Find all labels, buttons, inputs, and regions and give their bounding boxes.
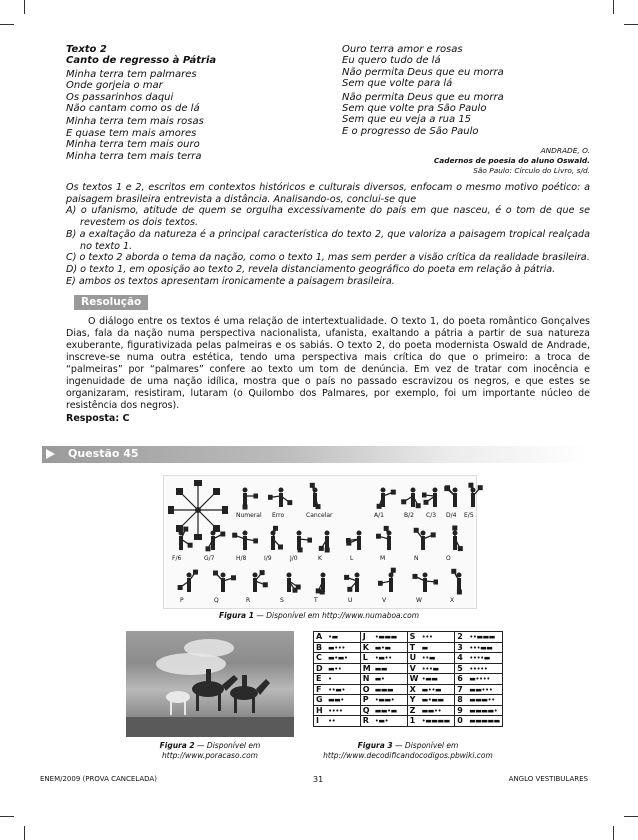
semaphore-figure-icon <box>276 566 302 596</box>
morse-character: U <box>409 653 417 663</box>
semaphore-figure-icon <box>260 524 286 554</box>
morse-character: D <box>316 663 323 673</box>
morse-cell <box>360 695 407 706</box>
morse-code: •••▬▬ <box>469 643 493 652</box>
morse-cell <box>360 674 407 685</box>
morse-code: ▬•▬▬ <box>421 696 444 705</box>
morse-cell <box>407 684 455 695</box>
crop-mark <box>0 816 14 817</box>
question-stem: Os textos 1 e 2, escritos em contextos históricos e culturais diversos, enfocam o mesmo motivo poético: a paisagem brasileira entrevista a distância. Analisando-os, conclui-se que <box>66 182 590 205</box>
morse-code: ••▬ <box>421 654 436 663</box>
morse-cell <box>314 653 361 664</box>
morse-code: •▬• <box>374 717 389 726</box>
morse-character: 6 <box>457 674 463 684</box>
verse: Sem que volte para lá <box>342 78 453 90</box>
crop-mark <box>613 0 614 14</box>
morse-code: ▬• <box>374 675 385 684</box>
semaphore-figure-icon <box>314 524 340 554</box>
option-c: C) o texto 2 aborda o tema da nação, como o texto 1, mas sem perder a visão crítica da realidade brasileira. <box>66 252 590 264</box>
verse: Minha terra tem mais terra <box>66 150 202 162</box>
crop-mark <box>24 826 25 840</box>
morse-code: ••••• <box>469 664 488 673</box>
verse: Sem que volte pra São Paulo <box>342 103 487 115</box>
morse-code: ▬▬•• <box>421 706 442 715</box>
morse-row <box>314 663 503 674</box>
morse-character: R <box>362 716 369 726</box>
morse-code: ••• <box>421 633 433 642</box>
page-number: 31 <box>313 775 324 784</box>
semaphore-label: H/8 <box>236 555 247 562</box>
morse-code: ••▬▬▬ <box>469 633 495 642</box>
morse-code: ▬••▬ <box>421 685 442 694</box>
verse: Não permita Deus que eu morra <box>342 66 504 78</box>
morse-character: 0 <box>457 716 463 726</box>
figure-2-photo <box>126 631 294 737</box>
morse-character: Z <box>409 705 416 715</box>
morse-character: 5 <box>457 663 463 673</box>
morse-cell <box>455 642 503 653</box>
figure-3-url: http://www.decodificandocodigos.pbwiki.com <box>323 751 493 760</box>
crop-mark <box>24 0 25 14</box>
semaphore-label: Numeral <box>236 512 262 519</box>
credit-publisher: São Paulo: Círculo do Livro, s/d. <box>473 166 590 175</box>
semaphore-label: B/2 <box>404 512 414 519</box>
morse-character: B <box>316 642 323 652</box>
semaphore-figure-icon <box>168 524 194 554</box>
semaphore-figure-icon <box>176 566 202 596</box>
morse-code: ▬▬•▬ <box>374 706 397 715</box>
morse-character: S <box>409 632 416 642</box>
morse-character: 8 <box>457 695 463 705</box>
morse-character: X <box>409 684 416 694</box>
morse-cell <box>360 642 407 653</box>
morse-code: •▬•• <box>374 654 392 663</box>
semaphore-label: S <box>280 597 284 604</box>
verse: Sem que eu veja a rua 15 <box>342 114 472 126</box>
morse-code: ▬••• <box>328 643 346 652</box>
verse: Onde gorjeia o mar <box>66 80 163 92</box>
semaphore-figure-icon <box>232 481 258 511</box>
morse-code: ▬ <box>421 643 428 652</box>
figure-2-label: Figura 2 <box>159 741 195 750</box>
morse-code: •▬▬▬▬ <box>421 717 450 726</box>
morse-cell <box>407 674 455 685</box>
morse-code: •▬▬ <box>421 675 438 684</box>
semaphore-label: U <box>348 597 353 604</box>
morse-row <box>314 674 503 685</box>
morse-character: C <box>316 653 322 663</box>
poem-column-right <box>342 44 590 137</box>
resolucao-body <box>66 316 590 425</box>
morse-character: N <box>362 674 370 684</box>
morse-character: F <box>316 684 322 694</box>
morse-cell <box>407 663 455 674</box>
semaphore-label: W <box>416 597 422 604</box>
morse-cell <box>314 642 361 653</box>
semaphore-figure-icon <box>286 524 312 554</box>
morse-character: H <box>316 705 323 715</box>
semaphore-label: D/4 <box>446 512 457 519</box>
option-a: A) o ufanismo, atitude de quem se orgulha excessivamente do país em que nasceu, é o tom de que se revestem os dois textos. <box>66 205 590 229</box>
semaphore-label: E/5 <box>464 512 474 519</box>
morse-cell <box>314 632 361 643</box>
morse-cell <box>407 632 455 643</box>
figure-1-label: Figura 1 <box>218 611 254 620</box>
morse-code: ▬▬• <box>328 696 344 705</box>
morse-character: 3 <box>457 642 463 652</box>
morse-character: V <box>409 663 416 673</box>
morse-cell <box>455 684 503 695</box>
stanza-4 <box>342 92 590 138</box>
crop-mark <box>0 24 14 25</box>
semaphore-figure-icon <box>412 566 438 596</box>
morse-cell <box>314 663 361 674</box>
poem-texto-2 <box>66 44 590 182</box>
semaphore-label: O <box>446 555 451 562</box>
morse-cell <box>314 695 361 706</box>
morse-cell <box>455 663 503 674</box>
morse-character: G <box>316 695 323 705</box>
verse: E quase tem mais amores <box>66 127 197 139</box>
morse-code: ▬•••• <box>469 675 490 684</box>
option-e: E) ambos os textos apresentam ironicamente a paisagem brasileira. <box>66 275 395 287</box>
answer: Resposta: C <box>66 413 130 425</box>
morse-character: I <box>316 716 319 726</box>
morse-character: K <box>362 642 369 652</box>
poem-label: Texto 2 <box>66 44 107 55</box>
morse-code: •• <box>328 717 336 726</box>
morse-code: •▬▬• <box>374 696 395 705</box>
option-b: B) a exaltação da natureza é a principal característica do texto 2, que valoriza a paisagem tropical realçada no texto 1. <box>66 228 590 252</box>
morse-cell <box>455 716 503 727</box>
semaphore-figure-icon <box>242 566 268 596</box>
semaphore-figure-icon <box>310 566 336 596</box>
footer-publisher: ANGLO VESTIBULARES <box>508 775 588 783</box>
verse: Minha terra tem mais ouro <box>66 139 200 151</box>
morse-table <box>313 631 503 727</box>
semaphore-label: C/3 <box>426 512 437 519</box>
semaphore-label: L <box>350 555 354 562</box>
morse-code: ▬▬ <box>374 664 387 673</box>
morse-character: E <box>316 674 322 684</box>
play-triangle-icon <box>46 449 55 459</box>
morse-row <box>314 632 503 643</box>
morse-cell <box>455 695 503 706</box>
morse-code: ▬▬▬▬• <box>469 706 498 715</box>
credit-work: Cadernos de poesia do aluno Oswald. <box>433 156 590 165</box>
poem-column-left <box>66 44 336 162</box>
horses-illustration <box>126 631 294 737</box>
morse-code: ▬▬••• <box>469 685 493 694</box>
verse: Minha terra tem palmares <box>66 68 197 80</box>
morse-code: •••• <box>328 706 343 715</box>
morse-code: ▬▬▬ <box>374 685 394 694</box>
morse-code: ▬▬▬▬▬ <box>469 717 500 726</box>
semaphore-label: M <box>380 555 386 562</box>
crop-mark <box>613 826 614 840</box>
verse: Os passarinhos daqui <box>66 91 174 103</box>
crop-mark <box>624 24 638 25</box>
semaphore-figure-icon <box>442 524 468 554</box>
morse-code: ▬•▬ <box>374 643 391 652</box>
morse-cell <box>360 705 407 716</box>
verse: Não cantam como os de lá <box>66 103 200 115</box>
semaphore-figure-icon <box>376 524 402 554</box>
figure-1-caption <box>0 611 638 620</box>
stanza-2 <box>66 116 336 162</box>
semaphore-label: I/9 <box>264 555 272 562</box>
morse-cell <box>455 632 503 643</box>
figure-3-source: — Disponível em <box>392 741 459 750</box>
figure-3-caption <box>303 741 513 761</box>
semaphore-figure-icon <box>446 566 472 596</box>
morse-cell <box>314 705 361 716</box>
morse-character: P <box>362 695 369 705</box>
morse-code: •▬ <box>328 633 338 642</box>
morse-code: ••••▬ <box>469 654 490 663</box>
morse-cell <box>314 674 361 685</box>
morse-character: Q <box>362 705 370 715</box>
question-44 <box>66 182 590 287</box>
semaphore-label: J/0 <box>290 555 298 562</box>
morse-row <box>314 716 503 727</box>
morse-character: W <box>409 674 419 684</box>
semaphore-label: T <box>314 597 318 604</box>
morse-code: •▬▬▬ <box>374 633 397 642</box>
verse: Ouro terra amor e rosas <box>342 44 463 55</box>
semaphore-figure-icon <box>378 566 404 596</box>
morse-character: 4 <box>457 653 463 663</box>
semaphore-figure-icon <box>370 481 396 511</box>
semaphore-label: G/7 <box>204 555 215 562</box>
morse-cell <box>455 653 503 664</box>
morse-code: ▬•• <box>328 664 342 673</box>
morse-character: 9 <box>457 705 463 715</box>
morse-cell <box>360 716 407 727</box>
figure-2-caption <box>126 741 294 761</box>
semaphore-label: F/6 <box>172 555 182 562</box>
morse-code: ▬•▬• <box>328 654 348 663</box>
semaphore-label: V <box>382 597 387 604</box>
semaphore-label: R <box>246 597 251 604</box>
morse-character: M <box>362 663 371 673</box>
semaphore-label: K <box>318 555 322 562</box>
question-45-header <box>42 446 588 463</box>
morse-row <box>314 705 503 716</box>
morse-character: J <box>362 632 366 642</box>
semaphore-figure-icon <box>344 566 370 596</box>
semaphore-figure-icon <box>346 524 372 554</box>
semaphore-figure-icon <box>210 566 236 596</box>
morse-cell <box>407 653 455 664</box>
footer-exam: ENEM/2009 (PROVA CANCELADA) <box>40 775 157 783</box>
figure-3-label: Figura 3 <box>357 741 393 750</box>
morse-row <box>314 695 503 706</box>
morse-cell <box>455 705 503 716</box>
semaphore-figure-icon <box>268 481 294 511</box>
semaphore-figure-icon <box>232 524 258 554</box>
morse-row <box>314 684 503 695</box>
figure-2-source: — Disponível em <box>194 741 261 750</box>
morse-code: •••▬ <box>421 664 439 673</box>
morse-character: T <box>409 642 416 652</box>
morse-character: 7 <box>457 684 463 694</box>
morse-cell <box>455 674 503 685</box>
figure-1-source: — Disponível em http://www.numaboa.com <box>253 611 420 620</box>
morse-cell <box>360 632 407 643</box>
semaphore-label: X <box>450 597 455 604</box>
morse-cell <box>360 684 407 695</box>
morse-character: Y <box>409 695 416 705</box>
stanza-1 <box>66 69 336 115</box>
credit-author: ANDRADE, O. <box>540 146 590 155</box>
morse-code: • <box>328 675 332 684</box>
poem-title: Canto de regresso à Pátria <box>66 55 217 67</box>
resolucao-header: Resolução <box>74 295 148 310</box>
semaphore-label: A/1 <box>374 512 384 519</box>
poem-credit <box>434 146 590 176</box>
semaphore-label: Q <box>214 597 219 604</box>
morse-cell <box>407 716 455 727</box>
morse-cell <box>407 642 455 653</box>
morse-character: 2 <box>457 632 463 642</box>
semaphore-label: N <box>414 555 419 562</box>
verse: Não permita Deus que eu morra <box>342 91 504 103</box>
morse-character: 1 <box>409 716 416 726</box>
question-45-label: Questão 45 <box>68 447 139 460</box>
morse-character: L <box>362 653 368 663</box>
verse: Eu quero tudo de lá <box>342 55 441 67</box>
semaphore-figure-icon <box>460 481 486 511</box>
figure-2-url: http://www.poracaso.com <box>162 751 258 760</box>
morse-cell <box>314 716 361 727</box>
crop-mark <box>624 816 638 817</box>
figure-1-semaphore <box>163 475 477 609</box>
morse-row <box>314 653 503 664</box>
semaphore-label: Cancelar <box>306 512 333 519</box>
figure-3-morse-table <box>313 631 503 727</box>
morse-cell <box>360 653 407 664</box>
option-d: D) o texto 1, em oposição ao texto 2, revela distanciamento geográfico do poeta em relação à pátria. <box>66 263 556 275</box>
morse-cell <box>407 695 455 706</box>
morse-code: ••▬• <box>328 685 346 694</box>
page-content <box>66 44 590 425</box>
verse: E o progresso de São Paulo <box>342 125 479 137</box>
morse-cell <box>407 705 455 716</box>
morse-character: O <box>362 684 370 694</box>
semaphore-label: P <box>180 597 184 604</box>
morse-character: A <box>316 632 323 642</box>
semaphore-figure-icon <box>200 524 226 554</box>
stanza-3 <box>342 44 590 90</box>
resolucao-text: O diálogo entre os textos é uma relação de intertextualidade. O texto 1, do poeta romântico Gonçalves Dias, fala da nação numa perspectiva nacionalista, ufanista, exaltando a pátria a partir de sua natureza exuberante, figurativizada pelas palmeiras e os sabiás. O texto 2, do poeta modernista Oswald de Andrade, inscreve-se numa outra estética, tendo uma perspectiva mais crítica do que o primeiro: a troca de “palmeiras” por “palmares” confere ao texto um tom de denúncia. Em vez de tratar com inocência e ingenuidade de uma nação idílica, mostra que o país no passado escravizou os negros, e que estes se organizaram, resistiram, lutaram (o Quilombo dos Palmares, por exemplo, foi um importante núcleo de resistência dos negros). <box>66 316 590 412</box>
semaphore-label: Erro <box>272 512 285 519</box>
morse-cell <box>314 684 361 695</box>
morse-cell <box>360 663 407 674</box>
semaphore-figure-icon <box>302 481 328 511</box>
morse-row <box>314 642 503 653</box>
verse: Minha terra tem mais rosas <box>66 116 204 128</box>
semaphore-figure-icon <box>410 524 436 554</box>
morse-code: ▬▬▬•• <box>469 696 495 705</box>
